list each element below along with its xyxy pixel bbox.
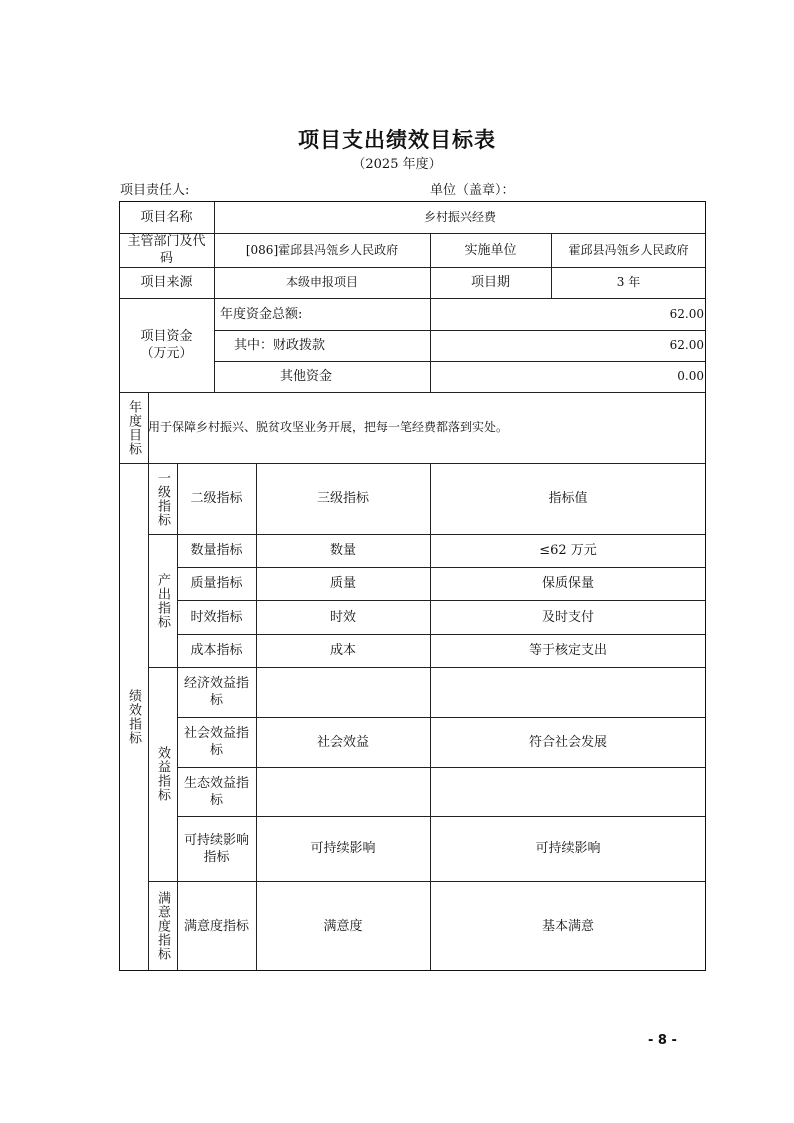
- table-row-level3: 满意度: [323, 918, 363, 934]
- fiscal-year: （2025 年度）: [352, 157, 442, 172]
- implementing-unit-value: 霍邱县冯瓴乡人民政府: [568, 242, 689, 257]
- page-number: - 8 -: [648, 1033, 677, 1048]
- table-row-level3: 时效: [329, 609, 356, 625]
- annual-total-label: 年度资金总额:: [220, 306, 303, 322]
- table-row-value: 及时支付: [541, 609, 594, 625]
- project-source-label: 项目来源: [140, 275, 193, 290]
- project-name-label: 项目名称: [140, 209, 193, 225]
- fiscal-allocation-value: 62.00: [669, 338, 704, 352]
- benefit-indicators-label: 效益指标: [155, 746, 170, 802]
- table-row-level2: 质量指标: [190, 576, 243, 591]
- table-row-value: [430, 667, 706, 717]
- table-row-value: 等于核定支出: [528, 643, 607, 658]
- unit-seal-label: 单位（盖章）：: [430, 183, 515, 198]
- performance-table: [119, 201, 706, 971]
- fiscal-allocation-label: 其中：财政拨款: [234, 338, 326, 353]
- indicator-value-header: 指标值: [548, 491, 588, 506]
- table-row-value: 保质保量: [541, 576, 594, 591]
- level3-indicator-header: 三级指标: [316, 491, 369, 506]
- performance-indicators-label: 绩效指标: [126, 689, 141, 745]
- annual-goal-label: 年度目标: [126, 399, 141, 456]
- table-row-level3: 成本: [329, 643, 356, 658]
- annual-total-value: 62.00: [669, 306, 704, 321]
- table-row-value: 可持续影响: [535, 841, 601, 856]
- responsible-person-label: 项目责任人:: [120, 183, 190, 198]
- department-value: [086]霍邱县冯瓴乡人民政府: [245, 242, 399, 257]
- other-funds-label: 其他资金: [280, 369, 333, 384]
- table-row-value: [430, 767, 706, 816]
- table-row-level3: [256, 767, 430, 816]
- table-row-level3: 可持续影响: [310, 841, 376, 856]
- table-row-value: 符合社会发展: [528, 734, 607, 750]
- table-row-level3: 质量: [329, 576, 356, 591]
- project-period-value: 3 年: [616, 275, 641, 289]
- other-funds-value: 0.00: [677, 369, 704, 383]
- project-period-label: 项目期: [470, 275, 510, 290]
- table-row-level2: 数量指标: [190, 543, 243, 558]
- satisfaction-indicators-label: 满意度指标: [155, 891, 170, 961]
- table-row-level2: 时效指标: [190, 609, 243, 625]
- table-row-level2: 生态效益指标: [183, 775, 249, 808]
- table-row-level3: 数量: [329, 543, 356, 558]
- project-funds-label: 项目资金（万元）: [140, 329, 193, 361]
- department-label: 主管部门及代码: [127, 234, 206, 266]
- implementing-unit-label: 实施单位: [464, 242, 517, 258]
- table-row-level2: 社会效益指标: [183, 726, 249, 758]
- table-row-value: 基本满意: [541, 918, 594, 934]
- table-row-level3: 社会效益: [316, 734, 369, 750]
- project-source-value: 本级申报项目: [285, 275, 358, 289]
- table-row-level3: [256, 667, 430, 717]
- table-row-level2: 满意度指标: [183, 918, 249, 934]
- table-row-value: ≤62 万元: [539, 543, 597, 558]
- table-row-level2: 可持续影响指标: [183, 832, 249, 865]
- table-row-level2: 经济效益指标: [183, 676, 249, 708]
- annual-goal-text: 用于保障乡村振兴、脱贫攻坚业务开展，把每一笔经费都落到实处。: [148, 420, 509, 434]
- project-name-value: 乡村振兴经费: [423, 209, 496, 224]
- level2-indicator-header: 二级指标: [190, 491, 243, 506]
- level1-indicator-header: 一级指标: [155, 470, 170, 527]
- page-title: 项目支出绩效目标表: [298, 127, 496, 152]
- table-row-level2: 成本指标: [190, 643, 243, 658]
- output-indicators-label: 产出指标: [155, 572, 170, 629]
